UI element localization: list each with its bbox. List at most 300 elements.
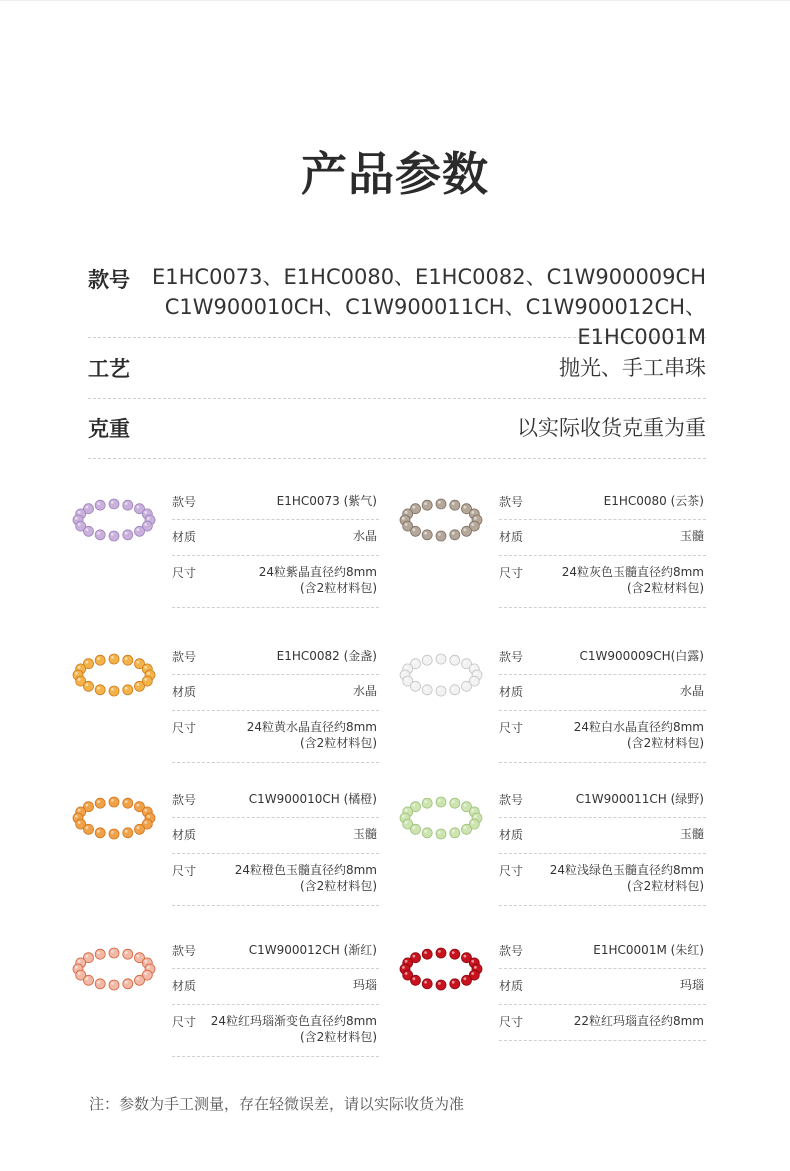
bead-highlight [464, 977, 467, 980]
bead-highlight [471, 809, 474, 812]
bead-highlight [111, 656, 114, 659]
card-row-material [172, 969, 379, 1005]
bead-highlight [144, 972, 147, 975]
bead-highlight [405, 809, 408, 812]
card-value-size-line1: 24粒橙色玉髓直径约8mm [234, 863, 377, 877]
bead-highlight [402, 672, 405, 675]
bead [450, 828, 460, 838]
bead-highlight [78, 511, 81, 514]
card-value-size [247, 719, 377, 751]
bead-highlight [424, 502, 427, 505]
bead-highlight [97, 951, 100, 954]
bead-highlight [438, 950, 441, 953]
card-value-model: E1HC0073 (紫气) [276, 494, 377, 508]
bead-highlight [97, 800, 100, 803]
bead [109, 686, 119, 696]
card-label-model: 款号 [172, 650, 197, 664]
card-row-size [499, 1005, 706, 1041]
bead [109, 531, 119, 541]
card-value-material: 玛瑙 [352, 978, 377, 992]
bead-highlight [86, 661, 89, 664]
card-value-size-line2: (含2粒材料包) [627, 879, 704, 893]
card-value-size-line1: 24粒浅绿色玉髓直径约8mm [549, 863, 704, 877]
card-label-model: 款号 [172, 793, 197, 807]
card-value-size-line2: (含2粒材料包) [300, 736, 377, 750]
bead-highlight [137, 506, 140, 509]
card-row-model [499, 934, 706, 969]
bead-highlight [97, 502, 100, 505]
card-label-model: 款号 [499, 495, 524, 509]
card-label-size: 尺寸 [499, 1015, 524, 1029]
card-row-size [172, 854, 379, 906]
page-title: 产品参数 [301, 147, 489, 201]
card-label-model: 款号 [499, 944, 524, 958]
spec-label-model: 款号 [88, 268, 130, 292]
bead-highlight [125, 532, 128, 535]
bead [411, 975, 421, 985]
card-value-material: 玉髓 [679, 529, 704, 543]
card-label-material: 材质 [172, 530, 197, 544]
card-value-model: C1W900012CH (渐红) [248, 943, 377, 957]
card-row-size [172, 1005, 379, 1057]
bead-highlight [471, 960, 474, 963]
bead-highlight [97, 830, 100, 833]
bead [436, 797, 446, 807]
product-card [499, 934, 790, 1054]
bead-highlight [464, 661, 467, 664]
bead-highlight [464, 528, 467, 531]
bracelet-image [72, 795, 156, 841]
bead-highlight [78, 523, 81, 526]
bead [95, 685, 105, 695]
bead [462, 975, 472, 985]
bead [135, 975, 145, 985]
bead-highlight [86, 804, 89, 807]
bead-highlight [111, 982, 114, 985]
bead-highlight [424, 657, 427, 660]
card-row-size [172, 556, 379, 608]
bead-highlight [464, 826, 467, 829]
bead-highlight [86, 683, 89, 686]
bead-highlight [144, 678, 147, 681]
card-value-size-line2: (含2粒材料包) [300, 581, 377, 595]
bead [95, 949, 105, 959]
spec-row-weight [88, 399, 706, 459]
card-value-size [259, 564, 377, 596]
bead [422, 655, 432, 665]
bead-highlight [471, 972, 474, 975]
bead-highlight [86, 977, 89, 980]
bead-highlight [86, 955, 89, 958]
card-value-size [574, 719, 704, 751]
bead [109, 654, 119, 664]
card-row-size [499, 556, 706, 608]
bead-highlight [125, 687, 128, 690]
bead [84, 824, 94, 834]
bead [436, 499, 446, 509]
bead-highlight [137, 683, 140, 686]
bead-highlight [464, 955, 467, 958]
card-value-model: C1W900009CH(白露) [579, 649, 704, 663]
bead-highlight [471, 511, 474, 514]
bead [422, 530, 432, 540]
card-row-model [172, 640, 379, 675]
card-value-size: 22粒红玛瑙直径约8mm [573, 1014, 704, 1028]
bead-highlight [424, 830, 427, 833]
card-value-size-line1: 24粒黄水晶直径约8mm [246, 720, 377, 734]
bead-highlight [125, 830, 128, 833]
bead-highlight [413, 977, 416, 980]
bead-highlight [471, 666, 474, 669]
bead-highlight [78, 809, 81, 812]
bead [95, 530, 105, 540]
bead [123, 685, 133, 695]
card-value-size-line1: 24粒白水晶直径约8mm [573, 720, 704, 734]
bracelet-image [399, 795, 483, 841]
bead-highlight [413, 528, 416, 531]
bead [436, 654, 446, 664]
bead [84, 681, 94, 691]
card-value-size [550, 862, 704, 894]
bead [123, 828, 133, 838]
product-card [499, 485, 790, 605]
bead-highlight [424, 981, 427, 984]
bead [450, 979, 460, 989]
bead [95, 979, 105, 989]
bead [411, 824, 421, 834]
bead [123, 949, 133, 959]
spec-value-model-line2: C1W900010CH、C1W900011CH、C1W900012CH、E1HC0001M [164, 295, 706, 349]
card-value-model: E1HC0001M (朱红) [593, 943, 704, 957]
bead-highlight [137, 804, 140, 807]
bead-highlight [452, 830, 455, 833]
card-row-material [499, 818, 706, 854]
card-value-size-line1: 24粒紫晶直径约8mm [258, 565, 377, 579]
card-row-model [499, 783, 706, 818]
bead-highlight [413, 661, 416, 664]
bead-highlight [144, 821, 147, 824]
bead [411, 526, 421, 536]
bead-highlight [144, 511, 147, 514]
card-label-model: 款号 [172, 944, 197, 958]
card-label-material: 材质 [172, 979, 197, 993]
bead [436, 686, 446, 696]
bead [422, 949, 432, 959]
bead [84, 975, 94, 985]
bead-highlight [402, 517, 405, 520]
bead-highlight [144, 809, 147, 812]
bead [462, 824, 472, 834]
bead [450, 655, 460, 665]
bead-highlight [413, 683, 416, 686]
card-row-size [499, 854, 706, 906]
bead-highlight [413, 804, 416, 807]
bead-highlight [452, 981, 455, 984]
bead-highlight [471, 523, 474, 526]
bead-highlight [137, 661, 140, 664]
bracelet-image [72, 946, 156, 992]
bead-highlight [125, 951, 128, 954]
card-row-model [172, 783, 379, 818]
bead-highlight [405, 511, 408, 514]
bead [436, 829, 446, 839]
bead [135, 526, 145, 536]
bead [135, 681, 145, 691]
bead-highlight [471, 678, 474, 681]
bead-highlight [474, 815, 477, 818]
card-value-size-line1: 24粒灰色玉髓直径约8mm [561, 565, 704, 579]
bead-highlight [452, 951, 455, 954]
bead [123, 500, 133, 510]
card-value-size-line2: (含2粒材料包) [300, 879, 377, 893]
bead [422, 685, 432, 695]
bead-highlight [405, 972, 408, 975]
bead-highlight [452, 502, 455, 505]
bead-highlight [402, 815, 405, 818]
bracelet-image [399, 946, 483, 992]
card-row-size [499, 711, 706, 763]
card-label-size: 尺寸 [499, 864, 524, 878]
bead-highlight [125, 657, 128, 660]
bead-highlight [86, 528, 89, 531]
card-label-size: 尺寸 [172, 721, 197, 735]
card-row-size [172, 711, 379, 763]
card-value-size-line1: 24粒红玛瑙渐变色直径约8mm [210, 1014, 377, 1028]
bracelet-image [72, 497, 156, 543]
spec-row-craft [88, 338, 706, 399]
bracelet-image [399, 652, 483, 698]
bead [436, 531, 446, 541]
bead-highlight [97, 657, 100, 660]
bead-highlight [97, 981, 100, 984]
bead [123, 655, 133, 665]
card-value-size-line2: (含2粒材料包) [300, 1030, 377, 1044]
bead-highlight [78, 960, 81, 963]
bead-highlight [452, 800, 455, 803]
bead-highlight [405, 960, 408, 963]
bead [109, 499, 119, 509]
bead-highlight [438, 831, 441, 834]
bead-highlight [402, 966, 405, 969]
bead-highlight [111, 831, 114, 834]
bead [462, 526, 472, 536]
bead-highlight [464, 506, 467, 509]
bead [109, 829, 119, 839]
card-label-material: 材质 [499, 685, 524, 699]
bead [95, 828, 105, 838]
bead-highlight [147, 815, 150, 818]
footnote: 注：参数为手工测量，存在轻微误差，请以实际收货为准 [89, 1095, 465, 1113]
card-row-model [172, 934, 379, 969]
bead-highlight [111, 501, 114, 504]
bead [450, 798, 460, 808]
card-row-model [499, 640, 706, 675]
card-value-material: 玉髓 [679, 827, 704, 841]
card-value-size-line2: (含2粒材料包) [627, 581, 704, 595]
bead [109, 797, 119, 807]
bead-highlight [111, 799, 114, 802]
card-row-material [172, 818, 379, 854]
bead-highlight [471, 821, 474, 824]
bead-highlight [452, 687, 455, 690]
card-label-size: 尺寸 [172, 1015, 197, 1029]
bead-highlight [438, 656, 441, 659]
card-label-size: 尺寸 [172, 864, 197, 878]
bead-highlight [405, 666, 408, 669]
bead-highlight [111, 688, 114, 691]
card-label-material: 材质 [172, 685, 197, 699]
bead-highlight [144, 523, 147, 526]
card-label-material: 材质 [499, 828, 524, 842]
bead [436, 980, 446, 990]
bead-highlight [97, 532, 100, 535]
card-label-material: 材质 [499, 979, 524, 993]
bead [95, 500, 105, 510]
card-value-material: 玛瑙 [679, 978, 704, 992]
spec-row-model [88, 262, 706, 349]
bead [422, 500, 432, 510]
bead [450, 685, 460, 695]
card-value-material: 水晶 [352, 684, 377, 698]
bead-highlight [78, 972, 81, 975]
card-label-model: 款号 [172, 495, 197, 509]
bead-highlight [144, 960, 147, 963]
bead-highlight [86, 826, 89, 829]
bead-highlight [424, 532, 427, 535]
card-value-material: 水晶 [352, 529, 377, 543]
card-label-model: 款号 [499, 650, 524, 664]
product-card [499, 640, 790, 760]
bead-highlight [405, 523, 408, 526]
bead [411, 681, 421, 691]
bead [462, 681, 472, 691]
bead-highlight [413, 955, 416, 958]
bead-highlight [111, 533, 114, 536]
spec-label-weight: 克重 [88, 417, 130, 441]
bead-highlight [125, 502, 128, 505]
card-value-size-line2: (含2粒材料包) [627, 736, 704, 750]
bead-highlight [424, 951, 427, 954]
bead-highlight [78, 678, 81, 681]
bead-highlight [413, 826, 416, 829]
card-row-material [499, 675, 706, 711]
bead-highlight [474, 672, 477, 675]
card-value-size [562, 564, 704, 596]
bead-highlight [75, 517, 78, 520]
card-label-size: 尺寸 [172, 566, 197, 580]
bead-highlight [464, 683, 467, 686]
spec-value-model-line1: E1HC0073、E1HC0080、E1HC0082、C1W900009CH [152, 265, 706, 289]
card-value-material: 玉髓 [352, 827, 377, 841]
bead [95, 798, 105, 808]
bead [84, 526, 94, 536]
bead-highlight [97, 687, 100, 690]
card-value-model: C1W900011CH (绿野) [575, 792, 704, 806]
spec-value-craft: 抛光、手工串珠 [559, 356, 706, 380]
card-value-material: 水晶 [679, 684, 704, 698]
bead-highlight [474, 517, 477, 520]
spec-label-craft: 工艺 [88, 357, 130, 381]
bead-highlight [125, 981, 128, 984]
bead-highlight [438, 501, 441, 504]
bead [422, 798, 432, 808]
bead [135, 824, 145, 834]
bead-highlight [405, 821, 408, 824]
product-card [499, 783, 790, 903]
bracelet-image [399, 497, 483, 543]
top-divider [0, 0, 790, 1]
card-label-model: 款号 [499, 793, 524, 807]
bead-highlight [452, 532, 455, 535]
bead [450, 530, 460, 540]
card-label-material: 材质 [499, 530, 524, 544]
card-label-size: 尺寸 [499, 721, 524, 735]
bead-highlight [137, 955, 140, 958]
card-row-model [499, 485, 706, 520]
bead-highlight [144, 666, 147, 669]
bead-highlight [413, 506, 416, 509]
bead-highlight [78, 821, 81, 824]
bead [450, 500, 460, 510]
bead-highlight [405, 678, 408, 681]
bead [123, 798, 133, 808]
card-label-size: 尺寸 [499, 566, 524, 580]
card-row-material [499, 969, 706, 1005]
bead-highlight [75, 672, 78, 675]
bead-highlight [125, 800, 128, 803]
bead-highlight [424, 687, 427, 690]
bead-highlight [438, 799, 441, 802]
bead-highlight [438, 533, 441, 536]
bead-highlight [464, 804, 467, 807]
bead [422, 979, 432, 989]
card-value-size [211, 1013, 377, 1045]
bead-highlight [75, 966, 78, 969]
card-value-model: E1HC0082 (金盏) [276, 649, 377, 663]
card-row-material [172, 520, 379, 556]
bead [109, 948, 119, 958]
bead [450, 949, 460, 959]
bead [422, 828, 432, 838]
card-value-model: C1W900010CH (橘橙) [248, 792, 377, 806]
bead-highlight [474, 966, 477, 969]
bead-highlight [147, 672, 150, 675]
bracelet-image [72, 652, 156, 698]
bead-highlight [86, 506, 89, 509]
card-label-material: 材质 [172, 828, 197, 842]
card-row-material [172, 675, 379, 711]
bead-highlight [137, 826, 140, 829]
bead-highlight [424, 800, 427, 803]
bead-highlight [137, 977, 140, 980]
bead-highlight [75, 815, 78, 818]
card-row-material [499, 520, 706, 556]
bead [95, 655, 105, 665]
bead-highlight [438, 688, 441, 691]
bead-highlight [137, 528, 140, 531]
bead-highlight [147, 517, 150, 520]
card-value-size [235, 862, 377, 894]
bead [123, 530, 133, 540]
bead-highlight [438, 982, 441, 985]
bead-highlight [78, 666, 81, 669]
bead [123, 979, 133, 989]
card-value-model: E1HC0080 (云茶) [603, 494, 704, 508]
card-row-model [172, 485, 379, 520]
bead [109, 980, 119, 990]
bead-highlight [147, 966, 150, 969]
bead-highlight [452, 657, 455, 660]
